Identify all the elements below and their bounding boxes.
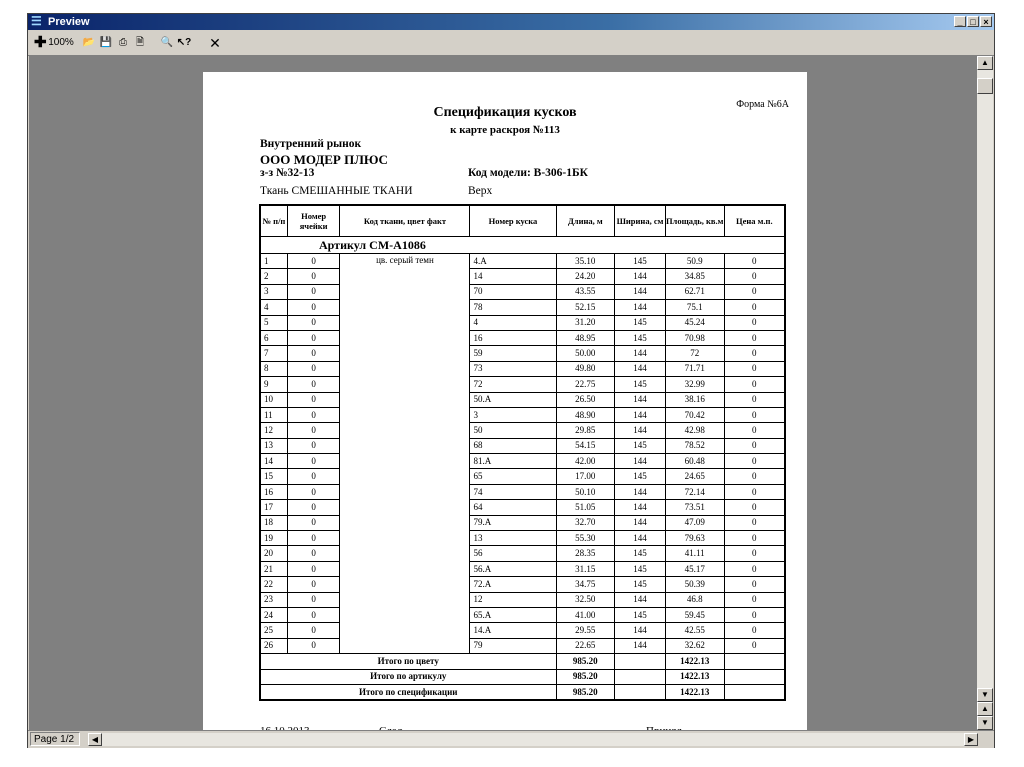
cell-number: 0 (287, 546, 340, 561)
total-label: Итого по артикулу (260, 669, 556, 684)
preview-window (27, 13, 995, 748)
piece-number: 16 (470, 330, 556, 345)
open-folder-icon[interactable]: 📂 (82, 37, 96, 48)
length-value: 22.65 (556, 638, 615, 653)
length-value: 48.90 (556, 407, 615, 422)
table-row (260, 346, 785, 361)
price-value: 0 (724, 361, 785, 376)
fabric-color: цв. серый темн (340, 254, 470, 654)
cell-number: 0 (287, 638, 340, 653)
cell-number: 0 (287, 500, 340, 515)
table-row (260, 361, 785, 376)
table-row (260, 300, 785, 315)
price-value: 0 (724, 592, 785, 607)
cell-number: 0 (287, 423, 340, 438)
width-value: 144 (615, 392, 666, 407)
row-number: 18 (260, 515, 287, 530)
table-row (260, 500, 785, 515)
cell-number: 0 (287, 361, 340, 376)
price-value: 0 (724, 561, 785, 576)
width-value: 145 (615, 546, 666, 561)
row-number: 7 (260, 346, 287, 361)
price-value: 0 (724, 407, 785, 422)
piece-number: 78 (470, 300, 556, 315)
cell-number: 0 (287, 330, 340, 345)
cell-number: 0 (287, 454, 340, 469)
status-bar (28, 730, 994, 748)
width-value: 145 (615, 315, 666, 330)
row-number: 14 (260, 454, 287, 469)
row-number: 16 (260, 484, 287, 499)
cell-number: 0 (287, 484, 340, 499)
piece-number: 14.А (470, 623, 556, 638)
area-value: 32.62 (665, 638, 724, 653)
area-value: 70.42 (665, 407, 724, 422)
find-icon[interactable]: 🔍 (160, 37, 174, 48)
width-value: 144 (615, 346, 666, 361)
column-header: Площадь, кв.м (665, 205, 724, 237)
table-row (260, 577, 785, 592)
price-value: 0 (724, 315, 785, 330)
piece-number: 50.А (470, 392, 556, 407)
length-value: 43.55 (556, 284, 615, 299)
width-value: 144 (615, 484, 666, 499)
length-value: 42.00 (556, 454, 615, 469)
area-value: 42.98 (665, 423, 724, 438)
length-value: 50.10 (556, 484, 615, 499)
price-value: 0 (724, 330, 785, 345)
piece-number: 73 (470, 361, 556, 376)
price-value: 0 (724, 454, 785, 469)
row-number: 22 (260, 577, 287, 592)
spec-table (259, 204, 786, 701)
piece-number: 3 (470, 407, 556, 422)
table-row (260, 546, 785, 561)
article-label: Артикул СМ-А1086 (260, 237, 785, 254)
piece-number: 4.А (470, 254, 556, 269)
length-value: 28.35 (556, 546, 615, 561)
column-header: Номер ячейки (287, 205, 340, 237)
cell-number: 0 (287, 577, 340, 592)
total-width-empty (615, 684, 666, 700)
row-number: 5 (260, 315, 287, 330)
width-value: 144 (615, 531, 666, 546)
cell-number: 0 (287, 300, 340, 315)
piece-number: 68 (470, 438, 556, 453)
price-value: 0 (724, 607, 785, 622)
width-value: 144 (615, 592, 666, 607)
width-value: 145 (615, 438, 666, 453)
price-value: 0 (724, 469, 785, 484)
document-subtitle: к карте раскроя №113 (450, 124, 560, 136)
cell-number: 0 (287, 438, 340, 453)
width-value: 144 (615, 454, 666, 469)
length-value: 24.20 (556, 269, 615, 284)
cell-number: 0 (287, 407, 340, 422)
length-value: 55.30 (556, 531, 615, 546)
article-row (260, 237, 785, 254)
area-value: 32.99 (665, 377, 724, 392)
scroll-left-button[interactable]: ◀ (88, 733, 102, 746)
row-number: 15 (260, 469, 287, 484)
length-value: 17.00 (556, 469, 615, 484)
page-up-button[interactable]: ▲ (977, 702, 993, 716)
row-number: 3 (260, 284, 287, 299)
close-preview-icon[interactable]: ✕ (209, 35, 221, 51)
title-bar (28, 14, 994, 30)
row-number: 25 (260, 623, 287, 638)
area-value: 79.63 (665, 531, 724, 546)
area-value: 50.9 (665, 254, 724, 269)
total-label: Итого по цвету (260, 654, 556, 669)
column-header: Цена м.п. (724, 205, 785, 237)
price-value: 0 (724, 577, 785, 592)
horizontal-scrollbar[interactable] (88, 733, 978, 746)
table-body (260, 237, 785, 701)
length-value: 54.15 (556, 438, 615, 453)
piece-number: 74 (470, 484, 556, 499)
column-header: Ширина, см (615, 205, 666, 237)
table-row (260, 284, 785, 299)
table-row (260, 407, 785, 422)
total-row (260, 654, 785, 669)
width-value: 145 (615, 469, 666, 484)
table-row (260, 438, 785, 453)
cell-number: 0 (287, 469, 340, 484)
piece-number: 14 (470, 269, 556, 284)
width-value: 144 (615, 407, 666, 422)
area-value: 41.11 (665, 546, 724, 561)
total-area: 1422.13 (665, 669, 724, 684)
area-value: 72 (665, 346, 724, 361)
area-value: 72.14 (665, 484, 724, 499)
price-value: 0 (724, 377, 785, 392)
total-area: 1422.13 (665, 684, 724, 700)
table-row (260, 592, 785, 607)
row-number: 6 (260, 330, 287, 345)
area-value: 24.65 (665, 469, 724, 484)
length-value: 34.75 (556, 577, 615, 592)
length-value: 29.55 (556, 623, 615, 638)
row-number: 17 (260, 500, 287, 515)
cell-number: 0 (287, 515, 340, 530)
table-row (260, 269, 785, 284)
price-value: 0 (724, 269, 785, 284)
length-value: 41.00 (556, 607, 615, 622)
column-header: Код ткани, цвет факт (340, 205, 470, 237)
row-number: 2 (260, 269, 287, 284)
area-value: 45.24 (665, 315, 724, 330)
piece-number: 65.А (470, 607, 556, 622)
length-value: 26.50 (556, 392, 615, 407)
cell-number: 0 (287, 623, 340, 638)
piece-number: 72 (470, 377, 556, 392)
width-value: 144 (615, 423, 666, 438)
total-length: 985.20 (556, 654, 615, 669)
price-value: 0 (724, 638, 785, 653)
area-value: 47.09 (665, 515, 724, 530)
length-value: 52.15 (556, 300, 615, 315)
table-row (260, 515, 785, 530)
width-value: 145 (615, 330, 666, 345)
piece-number: 64 (470, 500, 556, 515)
width-value: 144 (615, 361, 666, 376)
table-row (260, 254, 785, 269)
width-value: 144 (615, 638, 666, 653)
length-value: 22.75 (556, 377, 615, 392)
cell-number: 0 (287, 315, 340, 330)
cell-number: 0 (287, 561, 340, 576)
row-number: 11 (260, 407, 287, 422)
cell-number: 0 (287, 254, 340, 269)
table-row (260, 454, 785, 469)
row-number: 4 (260, 300, 287, 315)
width-value: 144 (615, 500, 666, 515)
price-value: 0 (724, 623, 785, 638)
price-value: 0 (724, 300, 785, 315)
table-row (260, 623, 785, 638)
width-value: 144 (615, 515, 666, 530)
cell-number: 0 (287, 607, 340, 622)
market: Внутренний рынок (260, 138, 362, 150)
width-value: 144 (615, 300, 666, 315)
area-value: 59.45 (665, 607, 724, 622)
row-number: 23 (260, 592, 287, 607)
length-value: 32.70 (556, 515, 615, 530)
table-row (260, 392, 785, 407)
row-number: 9 (260, 377, 287, 392)
width-value: 145 (615, 561, 666, 576)
price-value: 0 (724, 531, 785, 546)
total-width-empty (615, 654, 666, 669)
model-code: Код модели: В-306-1БК (468, 167, 588, 179)
total-width-empty (615, 669, 666, 684)
row-number: 24 (260, 607, 287, 622)
column-header: № п/п (260, 205, 287, 237)
area-value: 75.1 (665, 300, 724, 315)
table-row (260, 561, 785, 576)
area-value: 62.71 (665, 284, 724, 299)
cell-number: 0 (287, 269, 340, 284)
row-number: 1 (260, 254, 287, 269)
table-row (260, 423, 785, 438)
piece-number: 56 (470, 546, 556, 561)
price-value: 0 (724, 546, 785, 561)
total-label: Итого по спецификации (260, 684, 556, 700)
new-page-icon[interactable]: 🗎 (135, 37, 145, 48)
width-value: 145 (615, 254, 666, 269)
price-value: 0 (724, 284, 785, 299)
table-row (260, 484, 785, 499)
total-row (260, 684, 785, 700)
toolbar (28, 31, 994, 56)
row-number: 20 (260, 546, 287, 561)
window-title: Preview (48, 16, 90, 28)
row-number: 10 (260, 392, 287, 407)
scroll-right-button[interactable]: ▶ (964, 733, 978, 746)
column-header: Номер куска (470, 205, 556, 237)
table-header-row (260, 205, 785, 237)
area-value: 42.55 (665, 623, 724, 638)
page-down-button[interactable]: ▼ (977, 716, 993, 730)
row-number: 12 (260, 423, 287, 438)
document-title: Спецификация кусков (433, 105, 577, 120)
scroll-up-button[interactable]: ▲ (977, 56, 993, 70)
area-value: 70.98 (665, 330, 724, 345)
app-icon: ☰ (31, 14, 42, 28)
price-value: 0 (724, 423, 785, 438)
area-value: 45.17 (665, 561, 724, 576)
page-indicator: Page 1/2 (30, 732, 80, 746)
area-value: 73.51 (665, 500, 724, 515)
fabric-type: Ткань СМЕШАННЫЕ ТКАНИ (260, 185, 413, 197)
help-icon[interactable]: ↖? (176, 37, 192, 48)
print-icon[interactable]: ⎙ (119, 37, 127, 48)
length-value: 51.05 (556, 500, 615, 515)
table-row (260, 315, 785, 330)
total-row (260, 669, 785, 684)
length-value: 29.85 (556, 423, 615, 438)
area-value: 46.8 (665, 592, 724, 607)
price-value: 0 (724, 515, 785, 530)
cell-number: 0 (287, 531, 340, 546)
document-page (203, 72, 807, 752)
scroll-down-button[interactable]: ▼ (977, 688, 993, 702)
table-row (260, 330, 785, 345)
row-number: 13 (260, 438, 287, 453)
close-button[interactable]: × (980, 16, 992, 27)
price-value: 0 (724, 500, 785, 515)
area-value: 78.52 (665, 438, 724, 453)
piece-number: 4 (470, 315, 556, 330)
table-row (260, 607, 785, 622)
order-number: з-з №32-13 (260, 167, 315, 179)
width-value: 145 (615, 577, 666, 592)
area-value: 60.48 (665, 454, 724, 469)
length-value: 35.10 (556, 254, 615, 269)
zoom-level[interactable]: 100% (48, 37, 74, 48)
total-price-empty (724, 684, 785, 700)
piece-number: 65 (470, 469, 556, 484)
width-value: 144 (615, 623, 666, 638)
length-value: 31.15 (556, 561, 615, 576)
row-number: 8 (260, 361, 287, 376)
save-icon[interactable]: 💾 (99, 37, 113, 48)
piece-number: 59 (470, 346, 556, 361)
area-value: 34.85 (665, 269, 724, 284)
total-price-empty (724, 654, 785, 669)
total-area: 1422.13 (665, 654, 724, 669)
piece-number: 79 (470, 638, 556, 653)
area-value: 38.16 (665, 392, 724, 407)
width-value: 145 (615, 607, 666, 622)
width-value: 145 (615, 377, 666, 392)
length-value: 49.80 (556, 361, 615, 376)
piece-number: 72.А (470, 577, 556, 592)
cell-number: 0 (287, 284, 340, 299)
company: ООО МОДЕР ПЛЮС (260, 152, 388, 167)
cell-number: 0 (287, 346, 340, 361)
price-value: 0 (724, 254, 785, 269)
total-price-empty (724, 669, 785, 684)
cell-number: 0 (287, 392, 340, 407)
price-value: 0 (724, 484, 785, 499)
total-length: 985.20 (556, 669, 615, 684)
preview-viewport (29, 56, 977, 730)
table-row (260, 638, 785, 653)
table-row (260, 469, 785, 484)
cell-number: 0 (287, 592, 340, 607)
row-number: 19 (260, 531, 287, 546)
maximize-button[interactable]: □ (967, 16, 979, 27)
price-value: 0 (724, 346, 785, 361)
table-row (260, 531, 785, 546)
fabric-part: Верх (468, 185, 493, 197)
row-number: 21 (260, 561, 287, 576)
length-value: 50.00 (556, 346, 615, 361)
length-value: 48.95 (556, 330, 615, 345)
zoom-icon[interactable]: ✚ (34, 34, 47, 51)
area-value: 50.39 (665, 577, 724, 592)
total-length: 985.20 (556, 684, 615, 700)
width-value: 144 (615, 284, 666, 299)
row-number: 26 (260, 638, 287, 653)
piece-number: 79.А (470, 515, 556, 530)
cell-number: 0 (287, 377, 340, 392)
area-value: 71.71 (665, 361, 724, 376)
piece-number: 50 (470, 423, 556, 438)
piece-number: 70 (470, 284, 556, 299)
piece-number: 13 (470, 531, 556, 546)
piece-number: 56.А (470, 561, 556, 576)
piece-number: 12 (470, 592, 556, 607)
price-value: 0 (724, 438, 785, 453)
table-row (260, 377, 785, 392)
column-header: Длина, м (556, 205, 615, 237)
scroll-thumb[interactable] (977, 78, 993, 94)
length-value: 32.50 (556, 592, 615, 607)
price-value: 0 (724, 392, 785, 407)
piece-number: 81.А (470, 454, 556, 469)
form-number: Форма №6А (736, 99, 789, 110)
length-value: 31.20 (556, 315, 615, 330)
minimize-button[interactable]: _ (954, 16, 966, 27)
width-value: 144 (615, 269, 666, 284)
vertical-scrollbar[interactable] (977, 56, 993, 730)
